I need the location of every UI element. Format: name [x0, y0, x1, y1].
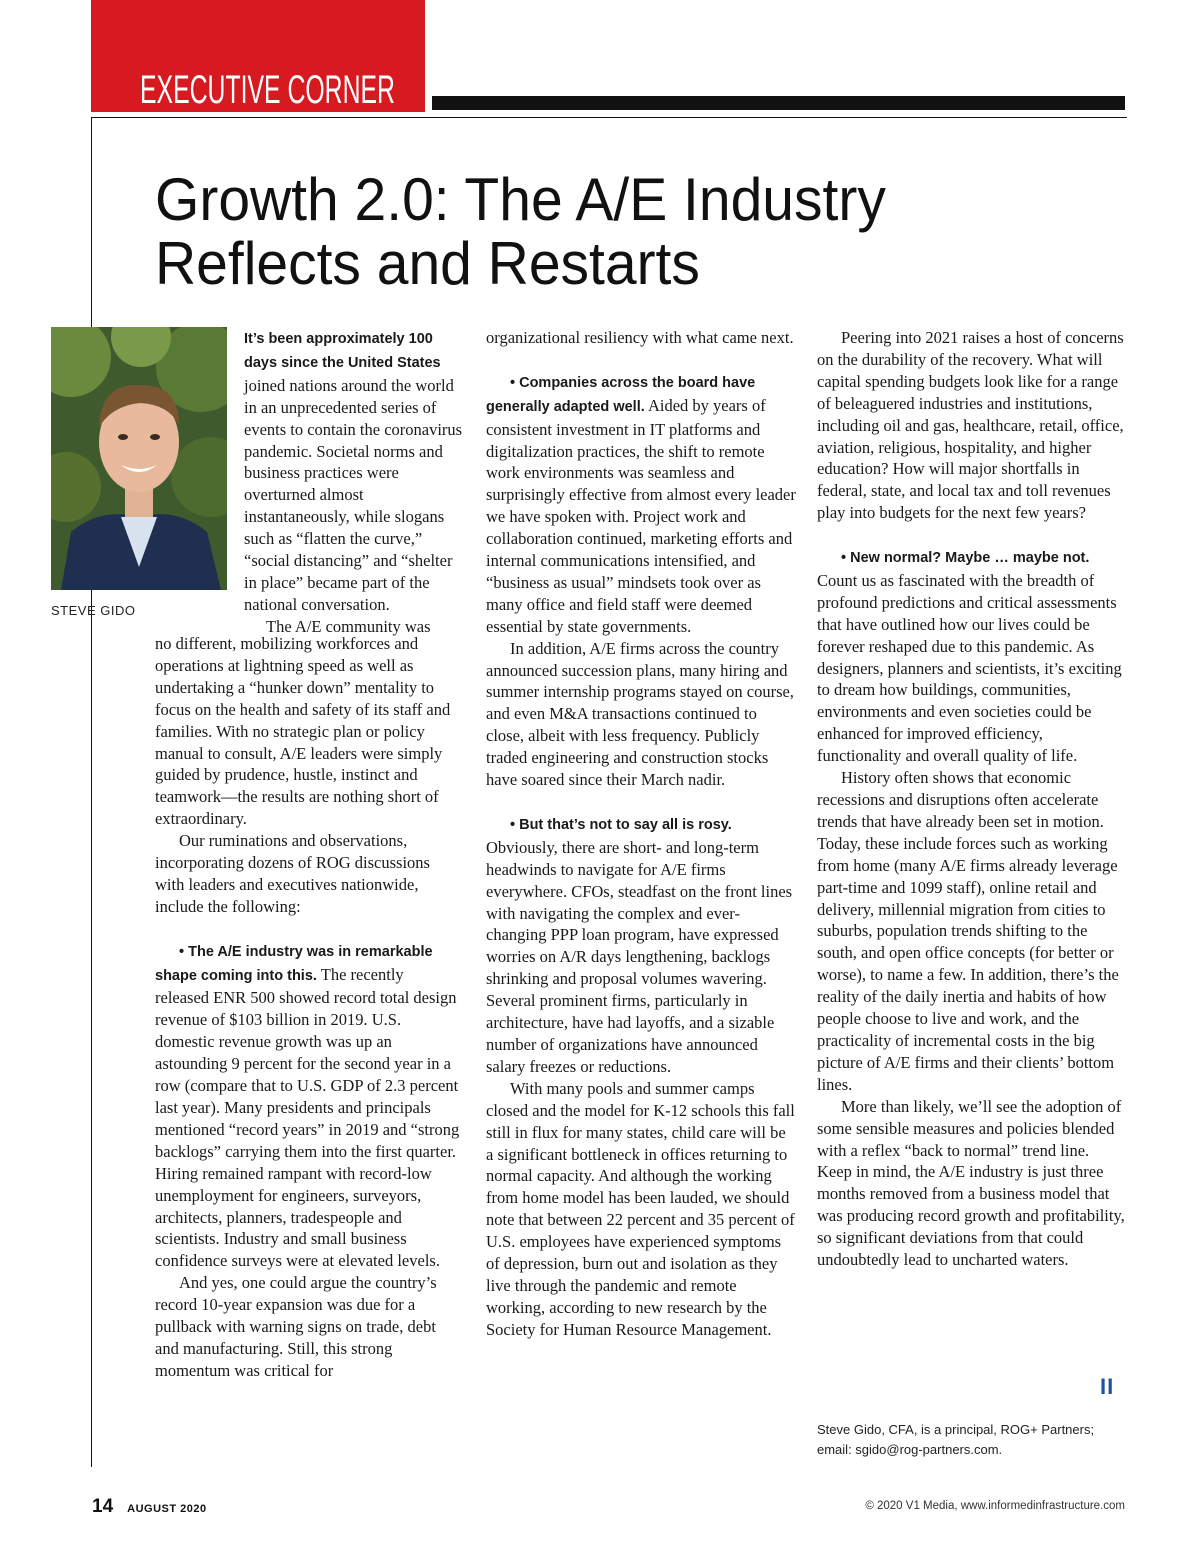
page-number: 14 — [92, 1496, 114, 1517]
author-photo — [51, 327, 227, 590]
end-mark: II — [1100, 1374, 1115, 1399]
paragraph: And yes, one could argue the country’s record 10-year expansion was due for a pullback with warning signs on trade, debt and manufacturing. Still, this strong momentum was critical for — [155, 1273, 437, 1380]
paragraph: With many pools and summer camps closed and the model for K-12 schools this fall still in flux for many states, child care will be a significant bottleneck in offices returning to normal capacity. And although the working from home model has been lauded, we should note that between 22 percent and 35 percent of U.S. employees have experienced symptoms of depression, burn out and isolation as they live through the pandemic and remote working, according to new research by the Society for Human Resource Management. — [486, 1078, 795, 1339]
photo-caption: STEVE GIDO — [51, 603, 136, 618]
footer-copyright: © 2020 V1 Media, www.informedinfrastructure.com — [865, 1500, 1125, 1512]
bullet-heading-paragraph — [486, 813, 796, 837]
paragraph-start: The A/E community was — [266, 616, 431, 636]
bullet-text: The recently released ENR 500 showed record total design revenue of $103 billion in 2019. U.S. domestic revenue growth was up an astounding 9 percent for the second year in a row (compare that to U.S. GDP of 2.3 percent last year). Many presidents and principals mentioned “record years” in 2019 and “strong backlogs” carrying them into the first quarter. Hiring remained rampant with record-low unemployment for engineers, surveyors, architects, planners, tradespeople and scientists. Industry and small business confidence surveys were at elevated levels. — [155, 964, 460, 1271]
bullet-heading-paragraph — [817, 546, 1127, 570]
lede-text: It’s been approximately 100 days since the United States — [244, 331, 441, 371]
paragraph: Our ruminations and observations, incorporating dozens of ROG discussions with leaders and executives nationwide, include the following: — [155, 831, 430, 916]
column-3 — [817, 327, 1127, 1271]
bullet-text: Aided by years of consistent investment in IT platforms and digitalization practices, the shift to remote work environments was seamless and surprisingly effective from almost every leader we have spoken with. Project work and collaboration continued, marketing efforts and internal communications intensified, and “business as usual” mindsets took over as many office and field staff were deemed essential by state governments. — [486, 395, 796, 636]
paragraph: organizational resiliency with what came next. — [486, 328, 794, 347]
frame-rule-top — [91, 117, 1127, 118]
column-1-bottom — [155, 633, 460, 1382]
bullet-text: Count us as fascinated with the breadth of profound predictions and critical assessments that have outlined how our lives could be forever reshaped due to this pandemic. As designers, planners and scientists, it’s exciting to dream how buildings, communities, environments and even societies could be enhanced for improved efficiency, functionality and overall quality of life. — [817, 570, 1122, 766]
author-bio — [817, 1420, 1117, 1460]
column-1-top — [244, 327, 466, 638]
bullet-heading: • But that’s not to say all is rosy. — [510, 816, 732, 833]
issue-date: AUGUST 2020 — [127, 1503, 207, 1515]
bio-line-2: email: sgido@rog-partners.com. — [817, 1442, 1003, 1457]
bullet-paragraph — [486, 371, 796, 638]
lede-body: joined nations around the world in an unprecedented series of events to contain the coronavirus pandemic. Societal norms and business practices were overturned almost instantaneously, while slogans such as “flatten the curve,” “social distancing” and “shelter in place” became part of the national conversation. — [244, 375, 463, 614]
bio-line-1: Steve Gido, CFA, is a principal, ROG+ Partners; — [817, 1422, 1095, 1437]
lede-paragraph — [244, 327, 466, 616]
bullet-heading: • New normal? Maybe … maybe not. — [841, 550, 1090, 567]
bullet-paragraph — [155, 940, 460, 1273]
paragraph: In addition, A/E firms across the country announced succession plans, many hiring and summer internship programs stayed on course, and even M&A transactions continued to close, albeit with less frequency. Publicly traded engineering and construction stocks have soared since their March nadir. — [486, 638, 794, 790]
paragraph: Peering into 2021 raises a host of concerns on the durability of the recovery. What will capital spending budgets look like for a range of beleaguered industries and institutions, including oil and gas, healthcare, retail, office, aviation, religious, hospitality, and higher education? How will major shortfalls in federal, state, and local tax and toll revenues play into budgets for the next few years? — [817, 328, 1124, 523]
title-line-1: Growth 2.0: The A/E Industry — [155, 166, 886, 233]
header-rule — [432, 96, 1125, 110]
bullet-heading: • Companies across the board have generally adapted well. — [486, 374, 756, 415]
article-title — [155, 168, 924, 296]
bullet-heading: • The A/E industry was in remarkable shape coming into this. — [155, 943, 433, 984]
title-line-2: Reflects and Restarts — [155, 230, 700, 297]
paragraph: More than likely, we’ll see the adoption of some sensible measures and policies blended with a reflex “back to normal” trend line. Keep in mind, the A/E industry is just three months removed from a business model that was producing record growth and profitability, so significant deviations from that could undoubtedly lead to uncharted waters. — [817, 1096, 1125, 1270]
column-2 — [486, 327, 796, 1341]
paragraph: no different, mobilizing workforces and operations at lightning speed as well as undertaking a “hunker down” mentality to focus on the health and safety of its staff and families. With no strategic plan or policy manual to consult, A/E leaders were simply guided by prudence, hustle, instinct and teamwork—the results are nothing short of extraordinary. — [155, 634, 451, 829]
bullet-text: Obviously, there are short- and long-term headwinds to navigate for A/E firms everywhere. CFOs, steadfast on the front lines with navigating the complex and ever-changing PPP loan program, have expressed worries on A/R days lengthening, backlogs shrinking and proposal volumes wavering. Several prominent firms, particularly in architecture, have had layoffs, and a sizable number of organizations have announced salary freezes or reductions. — [486, 837, 793, 1076]
section-label: EXECUTIVE CORNER — [140, 68, 395, 112]
footer-folio — [92, 1496, 207, 1518]
frame-rule-left — [91, 117, 92, 1467]
paragraph: History often shows that economic recessions and disruptions often accelerate trends that have already been set in motion. Today, these include forces such as working from home (many A/E firms already leverage part-time and 1099 staff), online retail and delivery, millennial migration from cities to suburbs, population trends shifting to the south, and open office concepts (for better or worse), to name a few. In addition, there’s the reality of the daily inertia and habits of how people choose to live and work, and the practicality of incremental costs in the big picture of A/E firms and their clients’ bottom lines. — [817, 768, 1119, 1094]
